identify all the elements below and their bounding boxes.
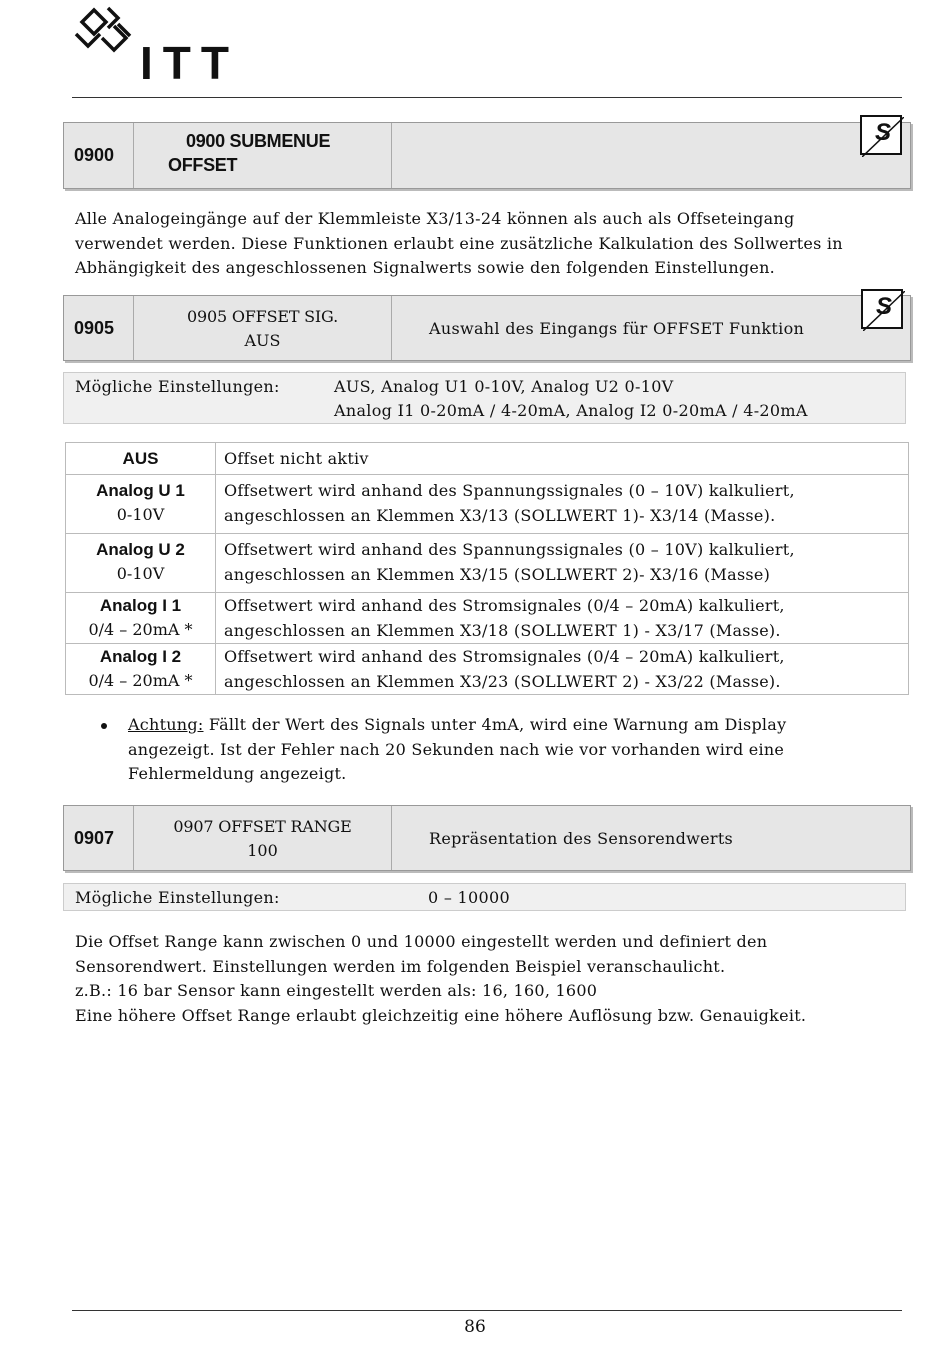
option-description-cell	[216, 443, 909, 475]
option-range: 0/4 – 20mA *	[88, 620, 193, 639]
table-row	[66, 475, 909, 534]
param-title	[134, 296, 392, 360]
service-level-label: S	[875, 119, 892, 146]
option-range: 0-10V	[116, 564, 165, 583]
intro-paragraph	[75, 207, 843, 281]
option-range: 0-10V	[116, 505, 165, 524]
param-title-line2: 100	[247, 841, 278, 860]
param-code: 0905	[64, 296, 134, 360]
option-description: Offset nicht aktiv	[224, 449, 369, 468]
range-line: Sensorendwert. Einstellungen werden im folgenden Beispiel veranschaulicht.	[75, 956, 726, 976]
param-0905-box	[63, 295, 911, 361]
warning-label: Achtung:	[128, 715, 204, 734]
intro-line: Abhängigkeit des angeschlossenen Signalwerts sowie den folgenden Einstellungen.	[75, 258, 776, 277]
settings-label: Mögliche Einstellungen:	[75, 377, 280, 396]
service-level-label: S	[876, 293, 893, 320]
param-description: Repräsentation des Sensorendwerts	[429, 828, 734, 848]
settings-values-line1: AUS, Analog U1 0-10V, Analog U2 0-10V	[334, 377, 674, 396]
submenu-code: 0900	[64, 123, 134, 188]
option-name: Analog I 1	[99, 596, 182, 615]
table-row	[66, 443, 909, 475]
param-title-line1: 0907 OFFSET RANGE	[173, 817, 352, 836]
option-name: Analog I 2	[99, 647, 182, 666]
option-description: angeschlossen an Klemmen X3/23 (SOLLWERT 2) - X3/22 (Masse).	[224, 671, 781, 691]
option-range: 0/4 – 20mA *	[88, 671, 193, 690]
itt-logo-icon	[72, 4, 142, 60]
submenu-title	[134, 123, 392, 188]
range-paragraph	[75, 930, 806, 1028]
option-name-cell	[66, 534, 216, 593]
submenu-header-box	[63, 122, 911, 189]
option-name-cell	[66, 475, 216, 534]
settings-values-line2: Analog I1 0-20mA / 4-20mA, Analog I2 0-20mA / 4-20mA	[334, 401, 808, 420]
option-name: Analog U 1	[96, 481, 185, 500]
option-name-cell	[66, 443, 216, 475]
header-rule	[72, 97, 902, 98]
option-name: AUS	[122, 449, 159, 468]
option-description: Offsetwert wird anhand des Stromsignales (0/4 – 20mA) kalkuliert,	[224, 596, 785, 615]
options-table	[65, 442, 909, 695]
option-description-cell	[216, 534, 909, 593]
option-name-cell	[66, 644, 216, 695]
intro-line: verwendet werden. Diese Funktionen erlaubt eine zusätzliche Kalkulation des Sollwertes in	[75, 233, 843, 253]
param-description: Auswahl des Eingangs für OFFSET Funktion	[429, 318, 805, 338]
range-line: z.B.: 16 bar Sensor kann eingestellt werden als: 16, 160, 1600	[75, 981, 598, 1000]
option-description-cell	[216, 475, 909, 534]
param-title-line2: AUS	[244, 331, 281, 350]
param-0907-box	[63, 805, 911, 871]
table-row	[66, 644, 909, 695]
option-description: angeschlossen an Klemmen X3/15 (SOLLWERT 2)- X3/16 (Masse)	[224, 564, 771, 584]
footer-rule	[72, 1310, 902, 1311]
logo-text: ITT	[140, 37, 239, 89]
warning-note	[103, 713, 863, 787]
param-0907-settings	[63, 883, 906, 911]
option-description-cell	[216, 593, 909, 644]
page-number: 86	[464, 1317, 486, 1337]
option-description: angeschlossen an Klemmen X3/18 (SOLLWERT 1) - X3/17 (Masse).	[224, 620, 781, 640]
param-title-line1: 0905 OFFSET SIG.	[187, 307, 338, 326]
table-row	[66, 534, 909, 593]
option-name-cell	[66, 593, 216, 644]
param-title	[134, 806, 392, 870]
settings-label: Mögliche Einstellungen:	[75, 888, 280, 907]
table-row	[66, 593, 909, 644]
bullet-icon	[101, 723, 107, 729]
intro-line: Alle Analogeingänge auf der Klemmleiste X3/13-24 können als auch als Offseteingang	[75, 209, 795, 228]
service-level-icon	[860, 115, 902, 155]
range-line: Eine höhere Offset Range erlaubt gleichzeitig eine höhere Auflösung bzw. Genauigkeit.	[75, 1005, 807, 1025]
warning-text: angezeigt. Ist der Fehler nach 20 Sekunden nach wie vor vorhanden wird eine	[128, 739, 785, 759]
option-description: angeschlossen an Klemmen X3/13 (SOLLWERT 1)- X3/14 (Masse).	[224, 505, 776, 525]
submenu-title-line2: OFFSET	[168, 155, 238, 175]
option-description: Offsetwert wird anhand des Spannungssignales (0 – 10V) kalkuliert,	[224, 481, 795, 500]
range-line: Die Offset Range kann zwischen 0 und 10000 eingestellt werden und definiert den	[75, 932, 768, 951]
settings-value: 0 – 10000	[428, 888, 510, 907]
submenu-title-line1: 0900 SUBMENUE	[186, 131, 331, 151]
option-description: Offsetwert wird anhand des Spannungssignales (0 – 10V) kalkuliert,	[224, 540, 795, 559]
param-0905-settings	[63, 372, 906, 424]
service-level-icon	[861, 289, 903, 329]
option-description: Offsetwert wird anhand des Stromsignales (0/4 – 20mA) kalkuliert,	[224, 647, 785, 666]
warning-text: Fällt der Wert des Signals unter 4mA, wird eine Warnung am Display	[203, 715, 787, 734]
option-description-cell	[216, 644, 909, 695]
option-name: Analog U 2	[96, 540, 185, 559]
param-code: 0907	[64, 806, 134, 870]
warning-text: Fehlermeldung angezeigt.	[128, 764, 347, 783]
